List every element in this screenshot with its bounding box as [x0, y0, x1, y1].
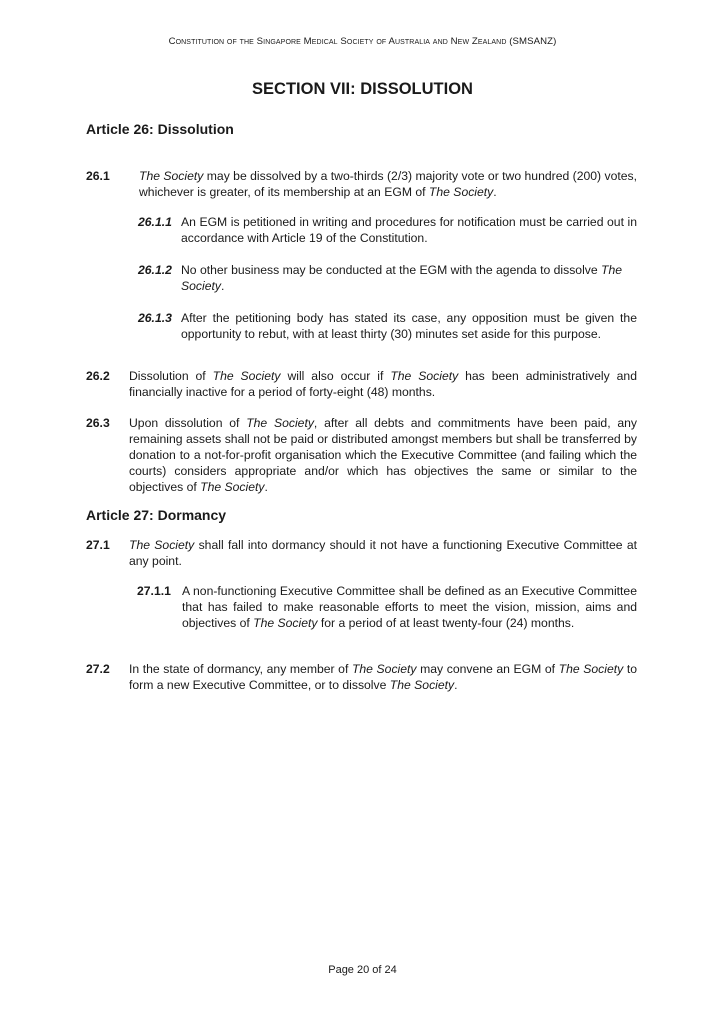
subclause-text	[182, 583, 637, 631]
text-run: to form a new Executive Committee, or to dissolve	[129, 662, 637, 692]
page-number: Page 20 of 24	[328, 964, 397, 976]
society-name: The Society	[428, 185, 494, 199]
running-header-text: Constitution of the Singapore Medical Society of Australia and New Zealand (SMSANZ)	[168, 36, 557, 47]
page-footer	[0, 964, 725, 976]
clause-26-1	[86, 168, 637, 200]
subclause-26-1-3	[138, 310, 637, 342]
text-run: , after all debts and commitments have been paid, any remaining assets shall not be paid or distributed amongst members but shall be transferred by donation to a not-for-profit organisation which the Executive Committee (and failing which the courts) considers appropriate and/or which has objectives the same or similar to the objectives of	[129, 416, 637, 494]
subclause-26-1-2	[138, 262, 637, 294]
clause-number: 26.1	[86, 169, 110, 183]
text-run: After the petitioning body has stated its case, any opposition must be given the opportunity to rebut, with at least thirty (30) minutes set aside for this purpose.	[181, 311, 637, 341]
clause-27-1	[86, 537, 637, 569]
society-name: The Society	[212, 369, 281, 383]
text-run: will also occur if	[280, 369, 391, 383]
text-run: No other business may be conducted at the EGM with the agenda to dissolve	[181, 263, 602, 277]
clause-text	[139, 168, 637, 200]
society-name: The Society	[139, 169, 204, 183]
society-name: The Society	[246, 416, 314, 430]
society-name: The Society	[351, 662, 417, 676]
text-run: may be dissolved by a two-thirds (2/3) majority vote or two hundred (200) votes, whichever is greater, of its membership at an EGM of	[139, 169, 638, 199]
text-run: for a period of at least twenty-four (24) months.	[317, 616, 575, 630]
text-run: .	[220, 279, 225, 293]
subclause-26-1-1	[138, 214, 637, 246]
society-name: The Society	[389, 678, 455, 692]
clause-text	[129, 415, 637, 495]
text-run: Dissolution of	[129, 369, 213, 383]
subclause-number: 26.1.1	[138, 215, 172, 229]
section-title: SECTION VII: DISSOLUTION	[252, 80, 473, 98]
clause-number: 26.2	[86, 369, 110, 383]
subclause-text	[181, 262, 637, 294]
subclause-number: 26.1.2	[138, 263, 172, 277]
subclause-text	[181, 214, 637, 246]
text-run: .	[454, 678, 458, 692]
society-name: The Society	[253, 616, 318, 630]
society-name: The Society	[558, 662, 624, 676]
society-name: The Society	[390, 369, 459, 383]
text-run: has been administratively and financially inactive for a period of forty-eight (48) months.	[129, 369, 637, 399]
running-header	[0, 36, 725, 47]
clause-26-2	[86, 368, 637, 400]
text-run: In the state of dormancy, any member of	[129, 662, 352, 676]
text-run: An EGM is petitioned in writing and procedures for notification must be carried out in accordance with Article 19 of the Constitution.	[181, 215, 637, 245]
clause-number: 27.1	[86, 538, 110, 552]
article-heading: Article 26: Dissolution	[86, 121, 234, 137]
society-name: The Society	[200, 480, 265, 494]
clause-text	[129, 368, 637, 400]
text-run: .	[493, 185, 497, 199]
subclause-27-1-1	[137, 583, 637, 631]
clause-number: 26.3	[86, 416, 110, 430]
text-run: may convene an EGM of	[416, 662, 559, 676]
subclause-text	[181, 310, 637, 342]
society-name: The Society	[129, 538, 195, 552]
text-run: A non-functioning Executive Committee shall be defined as an Executive Committee that has failed to make reasonable efforts to meet the vision, mission, aims and objectives of	[182, 584, 637, 630]
clause-26-3	[86, 415, 637, 495]
society-name: The Society	[181, 263, 623, 293]
subclause-number: 27.1.1	[137, 584, 171, 598]
text-run: Upon dissolution of	[129, 416, 247, 430]
text-run: shall fall into dormancy should it not have a functioning Executive Committee at any point.	[129, 538, 638, 568]
clause-text	[129, 661, 637, 693]
text-run: .	[264, 480, 268, 494]
clause-text	[129, 537, 637, 569]
clause-number: 27.2	[86, 662, 110, 676]
clause-27-2	[86, 661, 637, 693]
subclause-number: 26.1.3	[138, 311, 172, 325]
article-heading: Article 27: Dormancy	[86, 507, 227, 523]
